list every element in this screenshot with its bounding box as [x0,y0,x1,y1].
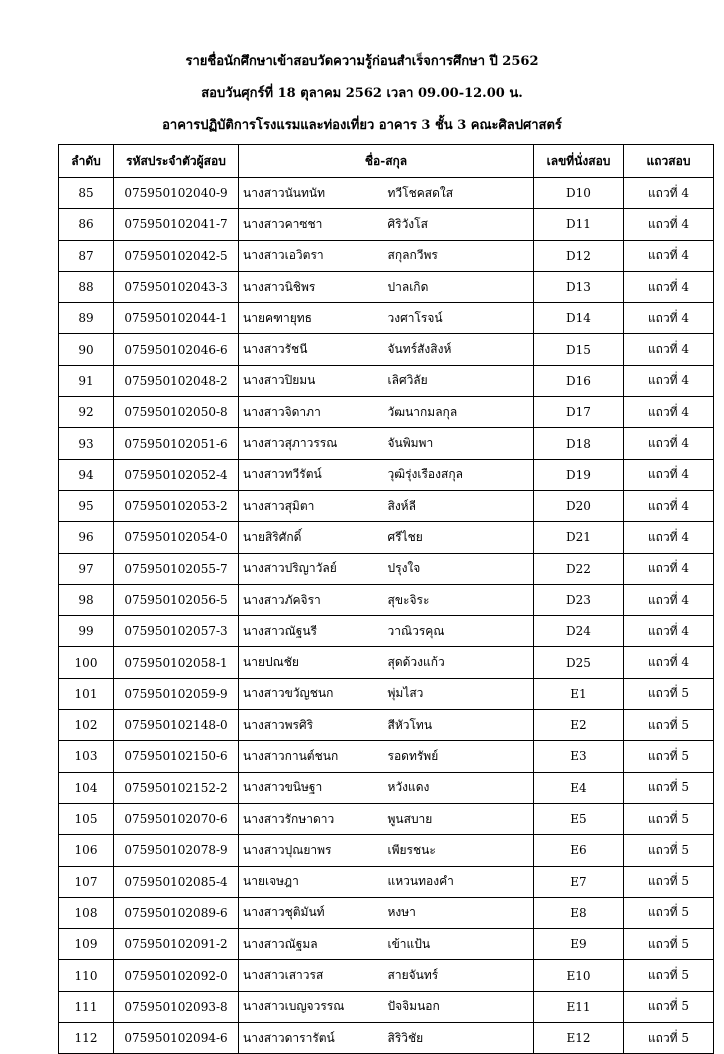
cell-code: 075950102058-1 [114,647,239,678]
cell-first-name: นางสาวณัฐมล [239,929,384,960]
cell-no: 92 [59,397,114,428]
cell-seat: D13 [534,271,624,302]
cell-row: แถวที่ 5 [624,835,714,866]
cell-row: แถวที่ 4 [624,490,714,521]
cell-seat: E11 [534,991,624,1022]
cell-no: 94 [59,459,114,490]
cell-first-name: นายปณชัย [239,647,384,678]
cell-row: แถวที่ 4 [624,584,714,615]
cell-first-name: นางสาวขนิษฐา [239,772,384,803]
cell-first-name: นางสาวนันทนัท [239,178,384,209]
page-title: รายชื่อนักศึกษาเข้าสอบวัดความรู้ก่อนสำเร็จการศึกษา ปี 2562 [185,54,539,69]
table-row [59,334,714,365]
cell-row: แถวที่ 4 [624,459,714,490]
cell-row: แถวที่ 4 [624,334,714,365]
table-row [59,490,714,521]
cell-seat: E8 [534,897,624,928]
cell-code: 075950102056-5 [114,584,239,615]
cell-seat: D22 [534,553,624,584]
table-row [59,365,714,396]
cell-code: 075950102093-8 [114,991,239,1022]
table-row [59,803,714,834]
cell-no: 90 [59,334,114,365]
table-row [59,929,714,960]
cell-first-name: นางสาวเบญจวรรณ [239,991,384,1022]
cell-row: แถวที่ 5 [624,772,714,803]
cell-last-name: ปาลเกิด [384,271,534,302]
table-row [59,522,714,553]
cell-no: 96 [59,522,114,553]
cell-first-name: นางสาวคาซชา [239,209,384,240]
exam-date-line: สอบวันศุกร์ที่ 18 ตุลาคม 2562 เวลา 09.00-12.00 น. [201,86,523,101]
cell-first-name: นางสาวณัฐนรี [239,616,384,647]
cell-seat: E10 [534,960,624,991]
table-header [59,145,714,178]
cell-no: 105 [59,803,114,834]
cell-row: แถวที่ 5 [624,991,714,1022]
cell-last-name: สกุลกวีพร [384,240,534,271]
cell-code: 075950102085-4 [114,866,239,897]
cell-row: แถวที่ 5 [624,803,714,834]
cell-code: 075950102055-7 [114,553,239,584]
cell-row: แถวที่ 4 [624,240,714,271]
cell-last-name: ปรุงใจ [384,553,534,584]
cell-last-name: จันพิมพา [384,428,534,459]
cell-row: แถวที่ 4 [624,616,714,647]
table-row [59,209,714,240]
cell-seat: D24 [534,616,624,647]
cell-seat: D12 [534,240,624,271]
table-row [59,772,714,803]
cell-seat: D23 [534,584,624,615]
cell-first-name: นางสาวชุติมันท์ [239,897,384,928]
cell-last-name: หงษา [384,897,534,928]
cell-first-name: นางสาวเอวิตรา [239,240,384,271]
cell-row: แถวที่ 5 [624,678,714,709]
cell-seat: E5 [534,803,624,834]
table-row [59,710,714,741]
cell-last-name: วุฒิรุ่งเรืองสกุล [384,459,534,490]
table-row [59,741,714,772]
cell-row: แถวที่ 4 [624,271,714,302]
cell-no: 102 [59,710,114,741]
student-table [58,144,714,1054]
cell-first-name: นางสาวดารารัตน์ [239,1023,384,1054]
cell-seat: E12 [534,1023,624,1054]
cell-seat: E2 [534,710,624,741]
cell-row: แถวที่ 4 [624,647,714,678]
cell-first-name: นางสาวปริญาวัลย์ [239,553,384,584]
cell-last-name: สีหัวโทน [384,710,534,741]
cell-code: 075950102046-6 [114,334,239,365]
cell-last-name: เข้าแป้น [384,929,534,960]
cell-code: 075950102089-6 [114,897,239,928]
cell-no: 100 [59,647,114,678]
cell-seat: E6 [534,835,624,866]
cell-seat: D17 [534,397,624,428]
cell-first-name: นางสาวปิยมน [239,365,384,396]
cell-code: 075950102152-2 [114,772,239,803]
cell-code: 075950102053-2 [114,490,239,521]
cell-code: 075950102052-4 [114,459,239,490]
cell-last-name: เลิศวิลัย [384,365,534,396]
cell-code: 075950102050-8 [114,397,239,428]
cell-seat: D20 [534,490,624,521]
cell-row: แถวที่ 5 [624,741,714,772]
cell-no: 99 [59,616,114,647]
cell-row: แถวที่ 5 [624,866,714,897]
header-code: รหัสประจำตัวผู้สอบ [114,145,239,178]
cell-first-name: นางสาวรักษาดาว [239,803,384,834]
cell-code: 075950102092-0 [114,960,239,991]
table-row [59,584,714,615]
cell-last-name: จันทร์สังสิงห์ [384,334,534,365]
cell-row: แถวที่ 5 [624,1023,714,1054]
cell-first-name: นางสาวรัชนี [239,334,384,365]
cell-code: 075950102091-2 [114,929,239,960]
cell-no: 91 [59,365,114,396]
cell-last-name: รอดทรัพย์ [384,741,534,772]
cell-seat: D19 [534,459,624,490]
cell-seat: D21 [534,522,624,553]
cell-seat: D10 [534,178,624,209]
cell-first-name: นายเจษฎา [239,866,384,897]
cell-last-name: วาณิวรคุณ [384,616,534,647]
cell-row: แถวที่ 5 [624,960,714,991]
cell-row: แถวที่ 4 [624,397,714,428]
cell-no: 104 [59,772,114,803]
cell-first-name: นายสิริศักดิ์ [239,522,384,553]
cell-last-name: ศิริวังโส [384,209,534,240]
cell-first-name: นางสาวจิดาภา [239,397,384,428]
cell-last-name: สุขะจิระ [384,584,534,615]
cell-seat: E3 [534,741,624,772]
cell-last-name: ปัจจิมนอก [384,991,534,1022]
cell-code: 075950102070-6 [114,803,239,834]
cell-code: 075950102078-9 [114,835,239,866]
cell-no: 103 [59,741,114,772]
cell-row: แถวที่ 4 [624,209,714,240]
cell-code: 075950102051-6 [114,428,239,459]
cell-last-name: แหวนทองคำ [384,866,534,897]
cell-last-name: สุดด้วงแก้ว [384,647,534,678]
cell-no: 93 [59,428,114,459]
cell-last-name: เพียรชนะ [384,835,534,866]
cell-last-name: สิงห์ลี [384,490,534,521]
cell-row: แถวที่ 4 [624,365,714,396]
header-seat: เลขที่นั่งสอบ [534,145,624,178]
cell-row: แถวที่ 4 [624,303,714,334]
cell-code: 075950102054-0 [114,522,239,553]
cell-no: 97 [59,553,114,584]
cell-no: 95 [59,490,114,521]
cell-no: 87 [59,240,114,271]
cell-first-name: นางสาวพรศิริ [239,710,384,741]
cell-last-name: ศรีไชย [384,522,534,553]
table-row [59,991,714,1022]
cell-code: 075950102040-9 [114,178,239,209]
table-row [59,553,714,584]
cell-no: 107 [59,866,114,897]
table-row [59,1023,714,1054]
cell-no: 88 [59,271,114,302]
cell-last-name: วงศาโรจน์ [384,303,534,334]
cell-no: 106 [59,835,114,866]
cell-seat: D15 [534,334,624,365]
table-row [59,897,714,928]
cell-seat: D14 [534,303,624,334]
cell-last-name: สายจันทร์ [384,960,534,991]
cell-no: 89 [59,303,114,334]
cell-first-name: นางสาวเสาวรส [239,960,384,991]
cell-code: 075950102148-0 [114,710,239,741]
table-row [59,178,714,209]
cell-code: 075950102041-7 [114,209,239,240]
cell-no: 101 [59,678,114,709]
cell-code: 075950102059-9 [114,678,239,709]
table-row [59,397,714,428]
cell-row: แถวที่ 4 [624,522,714,553]
cell-seat: E1 [534,678,624,709]
table-row [59,303,714,334]
cell-row: แถวที่ 5 [624,710,714,741]
cell-seat: D25 [534,647,624,678]
cell-seat: D18 [534,428,624,459]
cell-no: 109 [59,929,114,960]
cell-no: 112 [59,1023,114,1054]
table-row [59,459,714,490]
cell-row: แถวที่ 5 [624,897,714,928]
cell-last-name: ทวีโชคสดใส [384,178,534,209]
cell-first-name: นางสาวขวัญชนก [239,678,384,709]
cell-seat: E7 [534,866,624,897]
cell-code: 075950102042-5 [114,240,239,271]
cell-first-name: นางสาวสุภาวรรณ [239,428,384,459]
table-row [59,240,714,271]
cell-first-name: นางสาวปุณยาพร [239,835,384,866]
cell-code: 075950102150-6 [114,741,239,772]
table-row [59,960,714,991]
cell-first-name: นางสาวสุมิตา [239,490,384,521]
cell-last-name: พุ่มไสว [384,678,534,709]
cell-first-name: นางสาวภัคจิรา [239,584,384,615]
exam-location-line: อาคารปฏิบัติการโรงแรมและท่องเที่ยว อาคาร 3 ชั้น 3 คณะศิลปศาสตร์ [162,118,562,133]
cell-code: 075950102057-3 [114,616,239,647]
header-no: ลำดับ [59,145,114,178]
table-body [59,178,714,1054]
header-name: ชื่อ-สกุล [239,145,534,178]
cell-seat: E9 [534,929,624,960]
cell-last-name: วัฒนากมลกุล [384,397,534,428]
cell-seat: D16 [534,365,624,396]
table-row [59,866,714,897]
table-row [59,835,714,866]
cell-first-name: นางสาวนิชิพร [239,271,384,302]
cell-seat: E4 [534,772,624,803]
cell-row: แถวที่ 5 [624,929,714,960]
table-row [59,678,714,709]
cell-code: 075950102048-2 [114,365,239,396]
cell-first-name: นายคฑายุทธ [239,303,384,334]
cell-row: แถวที่ 4 [624,428,714,459]
cell-last-name: พูนสบาย [384,803,534,834]
cell-no: 86 [59,209,114,240]
cell-no: 98 [59,584,114,615]
cell-last-name: สิริวิชัย [384,1023,534,1054]
cell-no: 111 [59,991,114,1022]
cell-code: 075950102094-6 [114,1023,239,1054]
cell-no: 110 [59,960,114,991]
cell-row: แถวที่ 4 [624,178,714,209]
cell-no: 85 [59,178,114,209]
cell-code: 075950102044-1 [114,303,239,334]
table-row [59,647,714,678]
cell-seat: D11 [534,209,624,240]
cell-no: 108 [59,897,114,928]
table-row [59,428,714,459]
table-row [59,271,714,302]
table-row [59,616,714,647]
cell-last-name: หวังแดง [384,772,534,803]
cell-first-name: นางสาวทวีรัตน์ [239,459,384,490]
cell-first-name: นางสาวกานต์ชนก [239,741,384,772]
cell-row: แถวที่ 4 [624,553,714,584]
cell-code: 075950102043-3 [114,271,239,302]
header-row: แถวสอบ [624,145,714,178]
